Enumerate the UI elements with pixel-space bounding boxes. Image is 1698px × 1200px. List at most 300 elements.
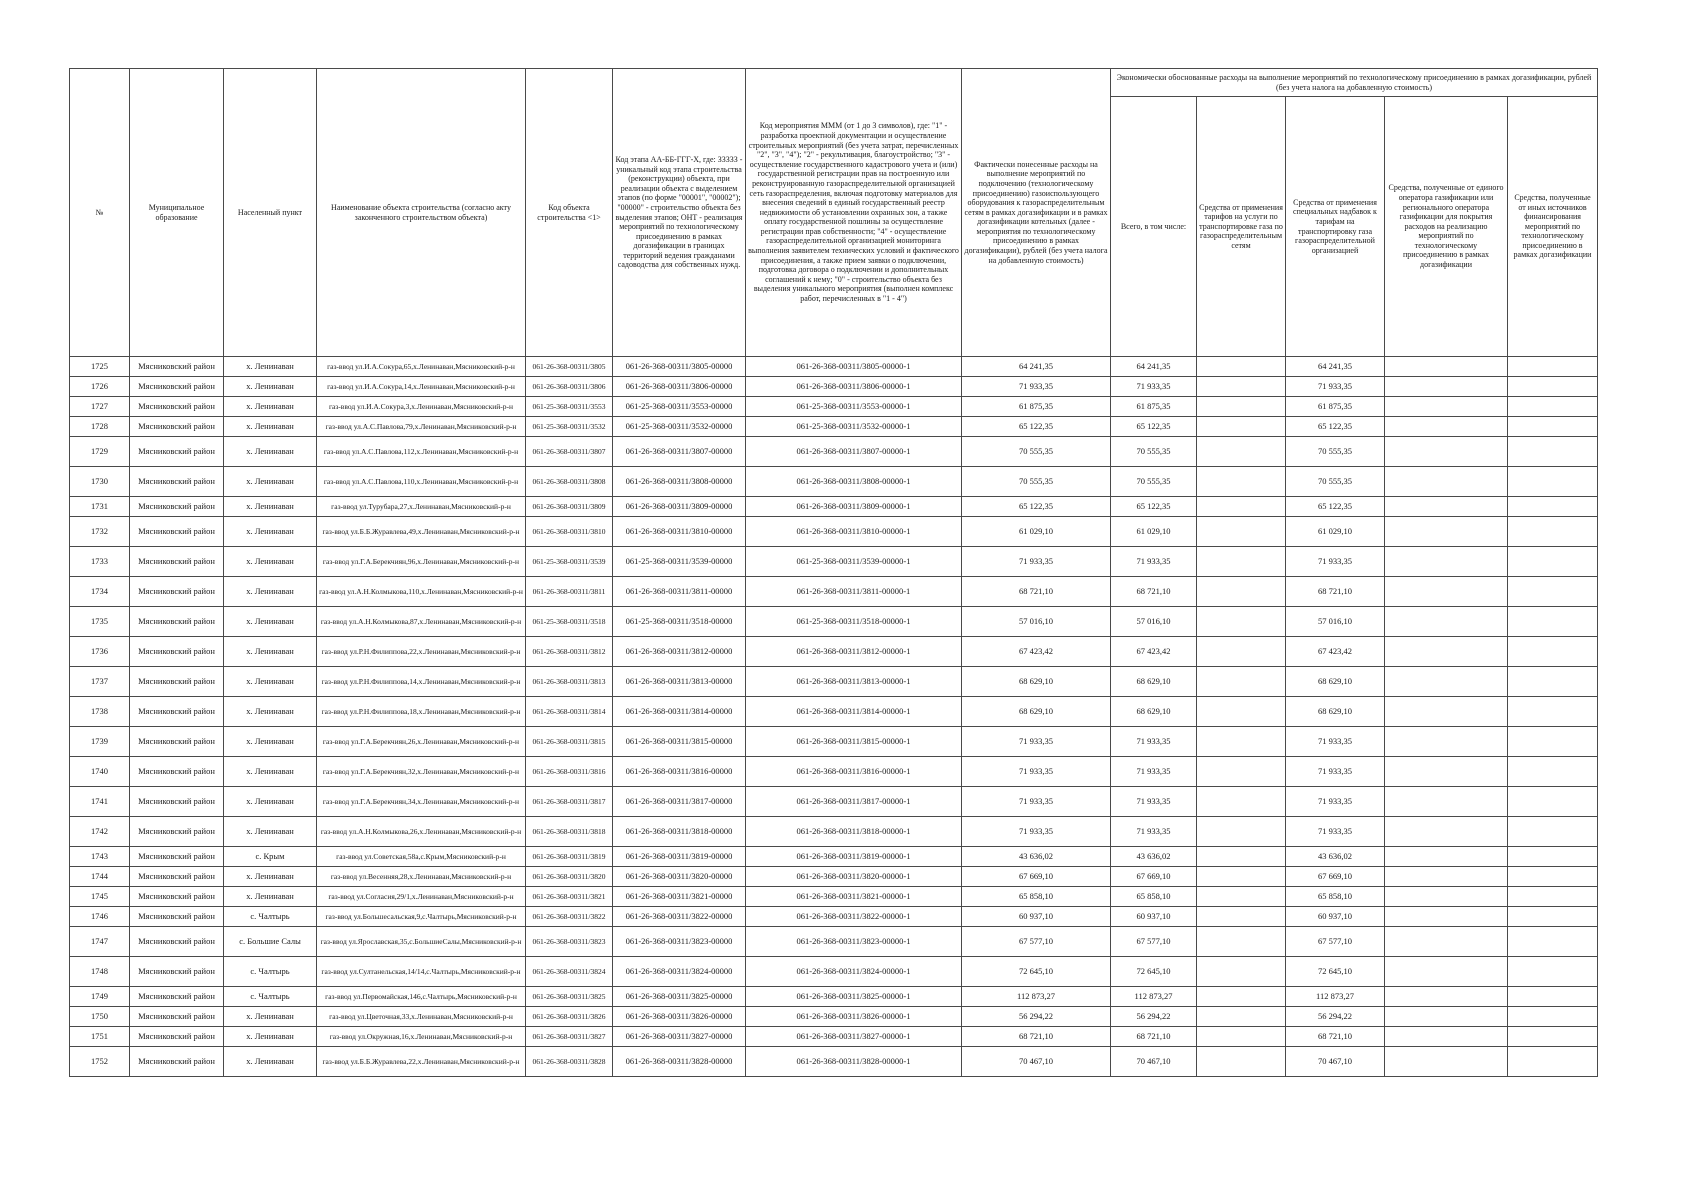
cell-municipality: Мясниковский район — [130, 577, 224, 607]
cell-stage-code: 061-26-368-00311/3819-00000 — [613, 847, 746, 867]
cell-actual-costs: 71 933,35 — [962, 377, 1111, 397]
cell-actual-costs: 43 636,02 — [962, 847, 1111, 867]
cell-actual-costs: 71 933,35 — [962, 547, 1111, 577]
cell-locality: с. Чалтырь — [224, 987, 317, 1007]
cell-sub1 — [1197, 847, 1286, 867]
cell-stage-code: 061-26-368-00311/3821-00000 — [613, 887, 746, 907]
cell-actual-costs: 68 629,10 — [962, 667, 1111, 697]
cell-locality: х. Ленинаван — [224, 867, 317, 887]
cell-actual-costs: 65 122,35 — [962, 497, 1111, 517]
cell-sub2: 112 873,27 — [1286, 987, 1385, 1007]
cell-sub1 — [1197, 1007, 1286, 1027]
cell-sub4 — [1508, 497, 1598, 517]
cell-sub3 — [1385, 607, 1508, 637]
cell-object-name: газ-ввод ул.А.С.Павлова,110,х.Ленинаван,Мясниковский-р-н — [317, 467, 526, 497]
cell-sub1 — [1197, 397, 1286, 417]
cell-municipality: Мясниковский район — [130, 377, 224, 397]
cell-total: 43 636,02 — [1111, 847, 1197, 867]
cell-total: 61 029,10 — [1111, 517, 1197, 547]
cell-object-name: газ-ввод ул.А.Н.Колмыкова,26,х.Ленинаван,Мясниковский-р-н — [317, 817, 526, 847]
cell-municipality: Мясниковский район — [130, 697, 224, 727]
cell-object-name: газ-ввод ул.Р.Н.Филиппова,14,х.Ленинаван,Мясниковский-р-н — [317, 667, 526, 697]
cell-object-code: 061-26-368-00311/3825 — [526, 987, 613, 1007]
cell-sub2: 56 294,22 — [1286, 1007, 1385, 1027]
cell-sub3 — [1385, 357, 1508, 377]
cell-sub3 — [1385, 987, 1508, 1007]
cell-stage-code: 061-25-368-00311/3518-00000 — [613, 607, 746, 637]
cell-object-name: газ-ввод ул.Советская,58а,с.Крым,Мясниковский-р-н — [317, 847, 526, 867]
cell-object-code: 061-26-368-00311/3827 — [526, 1027, 613, 1047]
cell-sub2: 71 933,35 — [1286, 817, 1385, 847]
cell-event-code: 061-26-368-00311/3806-00000-1 — [746, 377, 962, 397]
cell-event-code: 061-26-368-00311/3816-00000-1 — [746, 757, 962, 787]
table-row — [70, 437, 1598, 467]
cell-sub4 — [1508, 667, 1598, 697]
cell-sub3 — [1385, 577, 1508, 607]
cell-locality: х. Ленинаван — [224, 887, 317, 907]
cell-object-name: газ-ввод ул.Р.Н.Филиппова,22,х.Ленинаван,Мясниковский-р-н — [317, 637, 526, 667]
cell-municipality: Мясниковский район — [130, 607, 224, 637]
cell-event-code: 061-25-368-00311/3518-00000-1 — [746, 607, 962, 637]
cell-num: 1751 — [70, 1027, 130, 1047]
cell-locality: с. Большие Салы — [224, 927, 317, 957]
cell-sub4 — [1508, 417, 1598, 437]
cell-sub1 — [1197, 667, 1286, 697]
cell-stage-code: 061-26-368-00311/3813-00000 — [613, 667, 746, 697]
table-row — [70, 757, 1598, 787]
cell-object-code: 061-26-368-00311/3822 — [526, 907, 613, 927]
cell-object-code: 061-26-368-00311/3806 — [526, 377, 613, 397]
cell-sub3 — [1385, 757, 1508, 787]
cell-stage-code: 061-26-368-00311/3825-00000 — [613, 987, 746, 1007]
cell-num: 1727 — [70, 397, 130, 417]
cell-actual-costs: 70 555,35 — [962, 437, 1111, 467]
cell-stage-code: 061-26-368-00311/3808-00000 — [613, 467, 746, 497]
cell-event-code: 061-26-368-00311/3810-00000-1 — [746, 517, 962, 547]
cell-object-name: газ-ввод ул.А.С.Павлова,79,х.Ленинаван,Мясниковский-р-н — [317, 417, 526, 437]
table-row — [70, 847, 1598, 867]
cell-object-code: 061-26-368-00311/3815 — [526, 727, 613, 757]
header-sub3: Средства, полученные от единого оператора газификации или регионального оператора газификации для покрытия расходов на реализацию мероприятий по технологическому присоединению в рамках догазификации — [1385, 97, 1508, 357]
cell-municipality: Мясниковский район — [130, 817, 224, 847]
cell-object-code: 061-26-368-00311/3808 — [526, 467, 613, 497]
cell-object-name: газ-ввод ул.Весенняя,28,х.Ленинаван,Мясниковский-р-н — [317, 867, 526, 887]
table-row — [70, 867, 1598, 887]
cell-sub3 — [1385, 907, 1508, 927]
table-header — [70, 69, 1598, 357]
cell-sub3 — [1385, 787, 1508, 817]
cell-municipality: Мясниковский район — [130, 787, 224, 817]
cell-sub3 — [1385, 1007, 1508, 1027]
cell-object-code: 061-25-368-00311/3532 — [526, 417, 613, 437]
cell-object-code: 061-26-368-00311/3814 — [526, 697, 613, 727]
cell-sub3 — [1385, 697, 1508, 727]
cell-municipality: Мясниковский район — [130, 987, 224, 1007]
cell-sub4 — [1508, 847, 1598, 867]
cell-sub3 — [1385, 377, 1508, 397]
table-row — [70, 547, 1598, 577]
table-row — [70, 467, 1598, 497]
cell-stage-code: 061-26-368-00311/3818-00000 — [613, 817, 746, 847]
cell-locality: с. Чалтырь — [224, 957, 317, 987]
header-object-name: Наименование объекта строительства (согласно акту законченного строительством объекта) — [317, 69, 526, 357]
cell-locality: х. Ленинаван — [224, 577, 317, 607]
cell-stage-code: 061-26-368-00311/3822-00000 — [613, 907, 746, 927]
cell-num: 1725 — [70, 357, 130, 377]
cell-total: 68 721,10 — [1111, 577, 1197, 607]
cell-sub4 — [1508, 517, 1598, 547]
cell-sub1 — [1197, 467, 1286, 497]
cell-total: 65 122,35 — [1111, 417, 1197, 437]
cell-object-name: газ-ввод ул.А.С.Павлова,112,х.Ленинаван,Мясниковский-р-н — [317, 437, 526, 467]
cell-sub2: 65 122,35 — [1286, 417, 1385, 437]
cell-sub1 — [1197, 867, 1286, 887]
cell-sub1 — [1197, 377, 1286, 397]
cell-municipality: Мясниковский район — [130, 467, 224, 497]
cell-total: 70 555,35 — [1111, 437, 1197, 467]
cell-sub4 — [1508, 357, 1598, 377]
cell-sub3 — [1385, 547, 1508, 577]
cell-object-code: 061-26-368-00311/3811 — [526, 577, 613, 607]
cell-municipality: Мясниковский район — [130, 437, 224, 467]
cell-object-code: 061-26-368-00311/3818 — [526, 817, 613, 847]
cell-num: 1748 — [70, 957, 130, 987]
cell-sub1 — [1197, 927, 1286, 957]
cell-sub1 — [1197, 547, 1286, 577]
cell-object-name: газ-ввод ул.Ярославская,35,с.БольшиеСалы,Мясниковский-р-н — [317, 927, 526, 957]
cell-stage-code: 061-26-368-00311/3811-00000 — [613, 577, 746, 607]
cell-object-name: газ-ввод ул.Г.А.Берекчиян,34,х.Ленинаван,Мясниковский-р-н — [317, 787, 526, 817]
cell-stage-code: 061-25-368-00311/3532-00000 — [613, 417, 746, 437]
cell-object-code: 061-25-368-00311/3518 — [526, 607, 613, 637]
cell-stage-code: 061-26-368-00311/3826-00000 — [613, 1007, 746, 1027]
cell-municipality: Мясниковский район — [130, 1027, 224, 1047]
cell-sub3 — [1385, 847, 1508, 867]
cell-actual-costs: 112 873,27 — [962, 987, 1111, 1007]
cell-actual-costs: 71 933,35 — [962, 787, 1111, 817]
cell-event-code: 061-26-368-00311/3826-00000-1 — [746, 1007, 962, 1027]
cell-sub2: 60 937,10 — [1286, 907, 1385, 927]
cell-locality: х. Ленинаван — [224, 547, 317, 577]
cell-num: 1744 — [70, 867, 130, 887]
cell-num: 1745 — [70, 887, 130, 907]
cell-total: 71 933,35 — [1111, 757, 1197, 787]
cell-num: 1736 — [70, 637, 130, 667]
cell-actual-costs: 71 933,35 — [962, 727, 1111, 757]
cell-sub2: 72 645,10 — [1286, 957, 1385, 987]
table-row — [70, 957, 1598, 987]
cell-object-name: газ-ввод ул.Большесальская,9,с.Чалтырь,Мясниковский-р-н — [317, 907, 526, 927]
header-sub1: Средства от применения тарифов на услуги по транспортировке газа по газораспределительным сетям — [1197, 97, 1286, 357]
cell-sub1 — [1197, 577, 1286, 607]
cell-sub3 — [1385, 957, 1508, 987]
header-actual-costs: Фактически понесенные расходы на выполнение мероприятий по подключению (технологическому присоединению) газоиспользующего оборудования к газораспределительным сетям в рамках догазификации и в рамках догазификации котельных (далее - мероприятия по технологическому присоединению в рамках догазификации), рублей (без учета налога на добавленную стоимость) — [962, 69, 1111, 357]
cell-sub4 — [1508, 907, 1598, 927]
header-locality: Населенный пункт — [224, 69, 317, 357]
cell-sub3 — [1385, 637, 1508, 667]
cell-event-code: 061-26-368-00311/3805-00000-1 — [746, 357, 962, 377]
cell-object-code: 061-26-368-00311/3807 — [526, 437, 613, 467]
cell-sub4 — [1508, 957, 1598, 987]
cell-locality: х. Ленинаван — [224, 817, 317, 847]
cell-object-code: 061-26-368-00311/3812 — [526, 637, 613, 667]
cell-num: 1729 — [70, 437, 130, 467]
cell-sub3 — [1385, 727, 1508, 757]
cell-stage-code: 061-26-368-00311/3805-00000 — [613, 357, 746, 377]
cell-object-name: газ-ввод ул.И.А.Сокура,65,х.Ленинаван,Мясниковский-р-н — [317, 357, 526, 377]
cell-sub1 — [1197, 1047, 1286, 1077]
cell-sub4 — [1508, 1027, 1598, 1047]
cell-event-code: 061-26-368-00311/3814-00000-1 — [746, 697, 962, 727]
header-total: Всего, в том числе: — [1111, 97, 1197, 357]
cell-object-name: газ-ввод ул.Султанельская,14/14,с.Чалтырь,Мясниковский-р-н — [317, 957, 526, 987]
cell-event-code: 061-25-368-00311/3553-00000-1 — [746, 397, 962, 417]
table-row — [70, 1027, 1598, 1047]
cell-locality: х. Ленинаван — [224, 397, 317, 417]
cell-total: 64 241,35 — [1111, 357, 1197, 377]
cell-sub4 — [1508, 887, 1598, 907]
header-sub4: Средства, полученные от иных источников финансирования мероприятий по технологическому присоединению в рамках догазификации — [1508, 97, 1598, 357]
cell-num: 1746 — [70, 907, 130, 927]
cell-actual-costs: 64 241,35 — [962, 357, 1111, 377]
cell-event-code: 061-26-368-00311/3809-00000-1 — [746, 497, 962, 517]
cell-stage-code: 061-26-368-00311/3806-00000 — [613, 377, 746, 397]
cell-total: 67 669,10 — [1111, 867, 1197, 887]
cell-sub4 — [1508, 927, 1598, 957]
cell-sub3 — [1385, 517, 1508, 547]
cell-event-code: 061-26-368-00311/3811-00000-1 — [746, 577, 962, 607]
cell-actual-costs: 56 294,22 — [962, 1007, 1111, 1027]
cell-actual-costs: 57 016,10 — [962, 607, 1111, 637]
header-num: № — [70, 69, 130, 357]
cell-stage-code: 061-25-368-00311/3553-00000 — [613, 397, 746, 417]
header-municipality: Муниципальное образование — [130, 69, 224, 357]
cell-event-code: 061-26-368-00311/3824-00000-1 — [746, 957, 962, 987]
cell-sub2: 71 933,35 — [1286, 727, 1385, 757]
cell-num: 1747 — [70, 927, 130, 957]
cell-object-name: газ-ввод ул.Окружная,16,х.Ленинаван,Мясниковский-р-н — [317, 1027, 526, 1047]
cell-locality: х. Ленинаван — [224, 697, 317, 727]
header-object-code: Код объекта строительства <1> — [526, 69, 613, 357]
cell-locality: х. Ленинаван — [224, 357, 317, 377]
cell-stage-code: 061-26-368-00311/3816-00000 — [613, 757, 746, 787]
cell-sub1 — [1197, 637, 1286, 667]
cell-municipality: Мясниковский район — [130, 637, 224, 667]
cell-sub2: 57 016,10 — [1286, 607, 1385, 637]
cell-sub1 — [1197, 357, 1286, 377]
table-row — [70, 697, 1598, 727]
cell-sub2: 65 858,10 — [1286, 887, 1385, 907]
cell-stage-code: 061-26-368-00311/3824-00000 — [613, 957, 746, 987]
table-row — [70, 1047, 1598, 1077]
cell-sub4 — [1508, 637, 1598, 667]
cell-total: 71 933,35 — [1111, 547, 1197, 577]
cell-sub2: 65 122,35 — [1286, 497, 1385, 517]
header-sub2: Средства от применения специальных надбавок к тарифам на транспортировку газа газораспределительной организацией — [1286, 97, 1385, 357]
cell-actual-costs: 67 577,10 — [962, 927, 1111, 957]
cell-object-name: газ-ввод ул.Турубара,27,х.Ленинаван,Мясниковский-р-н — [317, 497, 526, 517]
cell-stage-code: 061-26-368-00311/3817-00000 — [613, 787, 746, 817]
cell-municipality: Мясниковский район — [130, 727, 224, 757]
cell-sub2: 68 721,10 — [1286, 577, 1385, 607]
table-row — [70, 637, 1598, 667]
cell-sub3 — [1385, 927, 1508, 957]
cell-sub1 — [1197, 727, 1286, 757]
cell-object-code: 061-26-368-00311/3810 — [526, 517, 613, 547]
cell-sub4 — [1508, 1047, 1598, 1077]
cell-actual-costs: 71 933,35 — [962, 817, 1111, 847]
cell-object-code: 061-26-368-00311/3821 — [526, 887, 613, 907]
cell-num: 1752 — [70, 1047, 130, 1077]
cell-locality: х. Ленинаван — [224, 607, 317, 637]
cell-object-code: 061-26-368-00311/3813 — [526, 667, 613, 697]
cell-actual-costs: 70 467,10 — [962, 1047, 1111, 1077]
cell-sub2: 70 555,35 — [1286, 467, 1385, 497]
cell-object-name: газ-ввод ул.Б.Б.Журавлева,22,х.Ленинаван,Мясниковский-р-н — [317, 1047, 526, 1077]
cell-actual-costs: 68 629,10 — [962, 697, 1111, 727]
cell-object-name: газ-ввод ул.А.Н.Колмыкова,87,х.Ленинаван,Мясниковский-р-н — [317, 607, 526, 637]
cell-num: 1731 — [70, 497, 130, 517]
cell-sub4 — [1508, 377, 1598, 397]
table-row — [70, 607, 1598, 637]
cell-sub4 — [1508, 727, 1598, 757]
cell-actual-costs: 61 029,10 — [962, 517, 1111, 547]
cell-total: 71 933,35 — [1111, 377, 1197, 397]
cell-num: 1735 — [70, 607, 130, 637]
cell-sub1 — [1197, 697, 1286, 727]
cell-event-code: 061-25-368-00311/3539-00000-1 — [746, 547, 962, 577]
cell-event-code: 061-26-368-00311/3807-00000-1 — [746, 437, 962, 467]
cost-table — [69, 68, 1598, 1077]
cell-sub1 — [1197, 817, 1286, 847]
cell-sub2: 67 669,10 — [1286, 867, 1385, 887]
cell-total: 70 555,35 — [1111, 467, 1197, 497]
cell-object-code: 061-26-368-00311/3816 — [526, 757, 613, 787]
cell-object-code: 061-26-368-00311/3823 — [526, 927, 613, 957]
cell-object-code: 061-26-368-00311/3805 — [526, 357, 613, 377]
cell-sub2: 70 555,35 — [1286, 437, 1385, 467]
cell-sub4 — [1508, 817, 1598, 847]
cell-event-code: 061-26-368-00311/3828-00000-1 — [746, 1047, 962, 1077]
cell-event-code: 061-26-368-00311/3808-00000-1 — [746, 467, 962, 497]
cell-sub4 — [1508, 787, 1598, 817]
cell-sub2: 71 933,35 — [1286, 377, 1385, 397]
cell-event-code: 061-26-368-00311/3823-00000-1 — [746, 927, 962, 957]
cell-sub4 — [1508, 397, 1598, 417]
cell-event-code: 061-26-368-00311/3818-00000-1 — [746, 817, 962, 847]
cell-object-name: газ-ввод ул.Согласия,29/1,х.Ленинаван,Мясниковский-р-н — [317, 887, 526, 907]
cell-total: 67 423,42 — [1111, 637, 1197, 667]
table-row — [70, 397, 1598, 417]
cell-num: 1741 — [70, 787, 130, 817]
cell-object-code: 061-26-368-00311/3828 — [526, 1047, 613, 1077]
cell-sub2: 71 933,35 — [1286, 547, 1385, 577]
cell-object-name: газ-ввод ул.Б.Б.Журавлева,49,х.Ленинаван,Мясниковский-р-н — [317, 517, 526, 547]
cell-sub1 — [1197, 517, 1286, 547]
cell-sub3 — [1385, 1027, 1508, 1047]
cell-sub1 — [1197, 437, 1286, 467]
cell-sub4 — [1508, 437, 1598, 467]
cell-event-code: 061-26-368-00311/3827-00000-1 — [746, 1027, 962, 1047]
cell-municipality: Мясниковский район — [130, 847, 224, 867]
cell-municipality: Мясниковский район — [130, 887, 224, 907]
cell-locality: х. Ленинаван — [224, 637, 317, 667]
cell-stage-code: 061-26-368-00311/3810-00000 — [613, 517, 746, 547]
cell-locality: х. Ленинаван — [224, 517, 317, 547]
cell-municipality: Мясниковский район — [130, 907, 224, 927]
cell-actual-costs: 72 645,10 — [962, 957, 1111, 987]
cell-sub2: 67 423,42 — [1286, 637, 1385, 667]
cell-num: 1730 — [70, 467, 130, 497]
cell-municipality: Мясниковский район — [130, 667, 224, 697]
cell-total: 65 122,35 — [1111, 497, 1197, 517]
table-row — [70, 887, 1598, 907]
cell-num: 1732 — [70, 517, 130, 547]
table-row — [70, 517, 1598, 547]
cell-sub3 — [1385, 887, 1508, 907]
table-body — [70, 357, 1598, 1077]
cell-sub1 — [1197, 987, 1286, 1007]
cell-actual-costs: 67 669,10 — [962, 867, 1111, 887]
cell-object-code: 061-26-368-00311/3809 — [526, 497, 613, 517]
cell-num: 1743 — [70, 847, 130, 867]
cell-sub3 — [1385, 867, 1508, 887]
cell-locality: х. Ленинаван — [224, 757, 317, 787]
cell-sub4 — [1508, 757, 1598, 787]
cell-total: 56 294,22 — [1111, 1007, 1197, 1027]
cell-sub3 — [1385, 417, 1508, 437]
cell-num: 1740 — [70, 757, 130, 787]
cell-num: 1737 — [70, 667, 130, 697]
cell-locality: х. Ленинаван — [224, 467, 317, 497]
cell-object-code: 061-26-368-00311/3819 — [526, 847, 613, 867]
cell-num: 1728 — [70, 417, 130, 437]
header-group: Экономически обоснованные расходы на выполнение мероприятий по технологическому присоединению в рамках догазификации, рублей (без учета налога на добавленную стоимость) — [1111, 69, 1598, 97]
cell-sub2: 68 721,10 — [1286, 1027, 1385, 1047]
cell-object-code: 061-26-368-00311/3817 — [526, 787, 613, 817]
cell-locality: х. Ленинаван — [224, 727, 317, 757]
cell-municipality: Мясниковский район — [130, 867, 224, 887]
cell-num: 1739 — [70, 727, 130, 757]
cell-num: 1749 — [70, 987, 130, 1007]
cell-sub3 — [1385, 1047, 1508, 1077]
cell-municipality: Мясниковский район — [130, 757, 224, 787]
cell-object-name: газ-ввод ул.И.А.Сокура,14,х.Ленинаван,Мясниковский-р-н — [317, 377, 526, 397]
cell-total: 61 875,35 — [1111, 397, 1197, 417]
cell-object-code: 061-25-368-00311/3539 — [526, 547, 613, 577]
cell-total: 57 016,10 — [1111, 607, 1197, 637]
table-row — [70, 577, 1598, 607]
cell-object-code: 061-26-368-00311/3826 — [526, 1007, 613, 1027]
cell-municipality: Мясниковский район — [130, 517, 224, 547]
cell-sub3 — [1385, 817, 1508, 847]
cell-num: 1734 — [70, 577, 130, 607]
cell-sub1 — [1197, 907, 1286, 927]
cell-actual-costs: 60 937,10 — [962, 907, 1111, 927]
cell-municipality: Мясниковский район — [130, 497, 224, 517]
cell-object-code: 061-26-368-00311/3820 — [526, 867, 613, 887]
cell-object-name: газ-ввод ул.Цветочная,33,х.Ленинаван,Мясниковский-р-н — [317, 1007, 526, 1027]
cell-sub1 — [1197, 417, 1286, 437]
cell-stage-code: 061-26-368-00311/3807-00000 — [613, 437, 746, 467]
cell-locality: с. Чалтырь — [224, 907, 317, 927]
cell-sub4 — [1508, 577, 1598, 607]
cell-stage-code: 061-26-368-00311/3820-00000 — [613, 867, 746, 887]
cell-sub2: 68 629,10 — [1286, 697, 1385, 727]
cell-actual-costs: 70 555,35 — [962, 467, 1111, 497]
cell-locality: х. Ленинаван — [224, 497, 317, 517]
table-row — [70, 927, 1598, 957]
